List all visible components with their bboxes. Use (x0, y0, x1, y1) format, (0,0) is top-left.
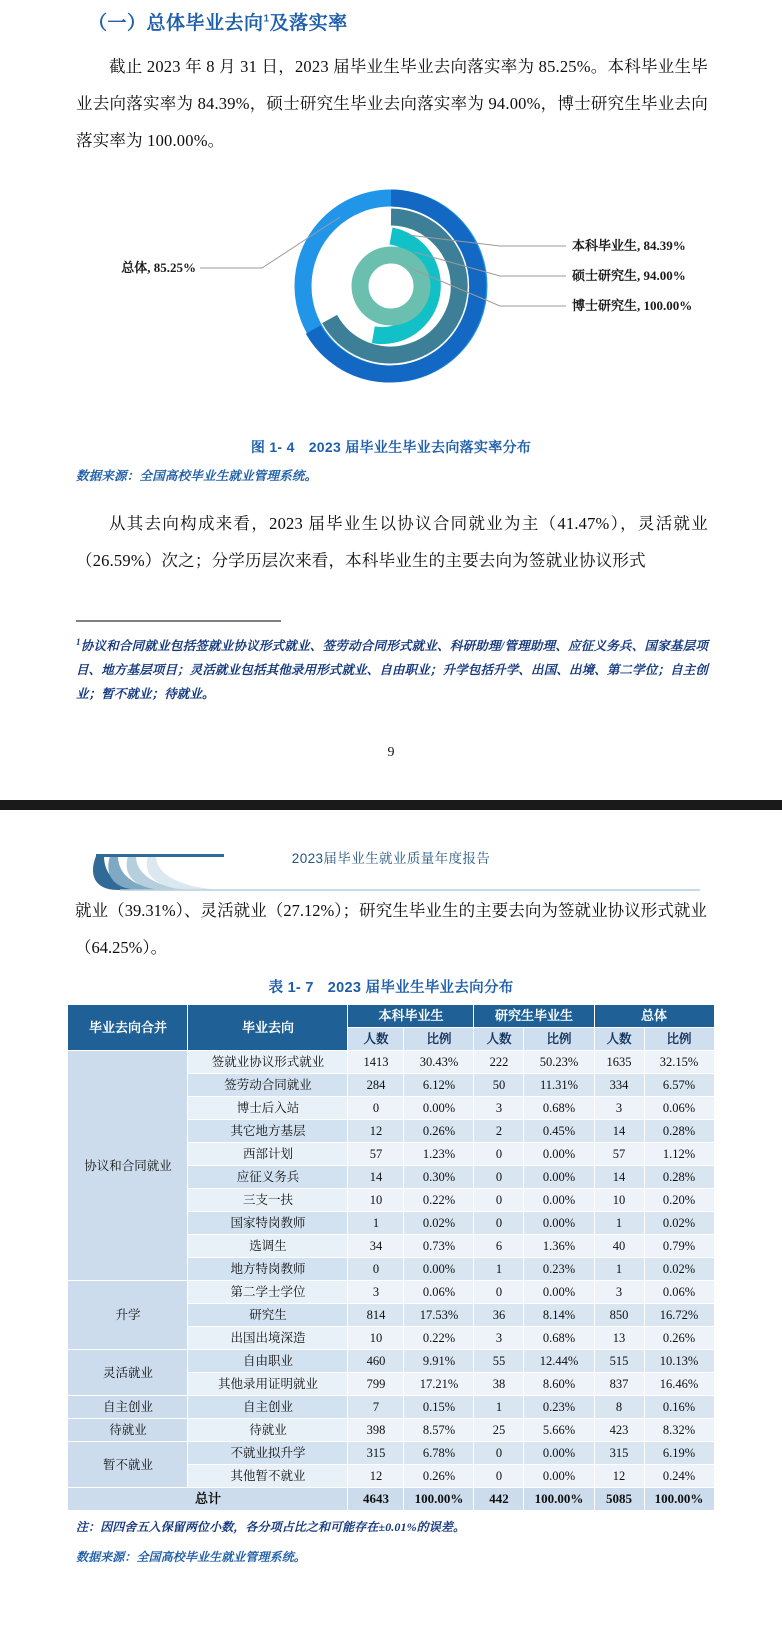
total-count-cell: 3 (594, 1281, 644, 1304)
footnote-reference: 1 (263, 13, 270, 25)
postgraduate-pct-cell: 0.00% (524, 1166, 594, 1189)
group-cell: 自主创业 (68, 1396, 188, 1419)
table-caption-label: 表 1- 7 (268, 980, 314, 996)
destination-cell: 第二学士学位 (188, 1281, 348, 1304)
col-undergraduate-pct: 比例 (404, 1028, 474, 1051)
undergraduate-count-cell: 34 (348, 1235, 404, 1258)
postgraduate-pct-cell: 0.00% (524, 1143, 594, 1166)
table-total-row (68, 1488, 714, 1511)
total-pct-cell: 1.12% (644, 1143, 714, 1166)
total-count-cell: 1 (594, 1212, 644, 1235)
banner-title: 2023届毕业生就业质量年度报告 (291, 851, 491, 866)
table-row (68, 1442, 714, 1465)
undergraduate-count-cell: 799 (348, 1373, 404, 1396)
table-row (68, 1281, 714, 1304)
total-postgraduate-pct: 100.00% (524, 1488, 594, 1511)
total-label-cell: 总计 (68, 1488, 348, 1511)
section-title-suffix: 及落实率 (269, 13, 348, 34)
undergraduate-pct-cell: 30.43% (404, 1051, 474, 1074)
composition-paragraph: 从其去向构成来看，2023 届毕业生以协议合同就业为主（41.47%），灵活就业（26.59%）次之；分学历层次来看，本科毕业生的主要去向为签就业协议形式 (76, 514, 708, 570)
undergraduate-pct-cell: 0.00% (404, 1097, 474, 1120)
table-source-note: 数据来源：全国高校毕业生就业管理系统。 (76, 1550, 306, 1564)
undergraduate-count-cell: 12 (348, 1120, 404, 1143)
total-pct-cell: 0.16% (644, 1396, 714, 1419)
table-row (68, 1051, 714, 1074)
page-title (88, 8, 348, 35)
page-number: 9 (387, 745, 395, 760)
postgraduate-count-cell: 36 (474, 1304, 524, 1327)
undergraduate-count-cell: 814 (348, 1304, 404, 1327)
postgraduate-count-cell: 222 (474, 1051, 524, 1074)
undergraduate-count-cell: 398 (348, 1419, 404, 1442)
destination-cell: 其他录用证明就业 (188, 1373, 348, 1396)
page-separator (0, 800, 782, 810)
destination-cell: 其它地方基层 (188, 1120, 348, 1143)
postgraduate-pct-cell: 0.00% (524, 1281, 594, 1304)
postgraduate-pct-cell: 0.23% (524, 1396, 594, 1419)
group-cell: 协议和合同就业 (68, 1051, 188, 1281)
postgraduate-count-cell: 25 (474, 1419, 524, 1442)
table-caption-text: 2023 届毕业生毕业去向分布 (327, 980, 514, 996)
postgraduate-count-cell: 0 (474, 1281, 524, 1304)
destination-cell: 自主创业 (188, 1396, 348, 1419)
postgraduate-count-cell: 55 (474, 1350, 524, 1373)
total-count-cell: 850 (594, 1304, 644, 1327)
undergraduate-count-cell: 12 (348, 1465, 404, 1488)
total-count-cell: 3 (594, 1097, 644, 1120)
total-count-cell: 40 (594, 1235, 644, 1258)
chart-label-total: 总体, 85.25% (121, 260, 196, 275)
total-pct-cell: 10.13% (644, 1350, 714, 1373)
undergraduate-count-cell: 284 (348, 1074, 404, 1097)
total-count-cell: 14 (594, 1166, 644, 1189)
group-cell: 升学 (68, 1281, 188, 1350)
undergraduate-pct-cell: 0.00% (404, 1258, 474, 1281)
undergraduate-pct-cell: 8.57% (404, 1419, 474, 1442)
postgraduate-pct-cell: 8.60% (524, 1373, 594, 1396)
total-postgraduate-count: 442 (474, 1488, 524, 1511)
undergraduate-pct-cell: 0.22% (404, 1189, 474, 1212)
undergraduate-pct-cell: 17.53% (404, 1304, 474, 1327)
postgraduate-count-cell: 0 (474, 1465, 524, 1488)
destination-cell: 签就业协议形式就业 (188, 1051, 348, 1074)
total-pct-cell: 0.20% (644, 1189, 714, 1212)
col-postgraduate: 研究生毕业生 (474, 1005, 594, 1028)
undergraduate-count-cell: 1413 (348, 1051, 404, 1074)
graduate-destination-table (67, 1004, 714, 1511)
total-all-count: 5085 (594, 1488, 644, 1511)
undergraduate-count-cell: 460 (348, 1350, 404, 1373)
total-count-cell: 515 (594, 1350, 644, 1373)
group-cell: 灵活就业 (68, 1350, 188, 1396)
undergraduate-pct-cell: 0.06% (404, 1281, 474, 1304)
page-header-banner (0, 832, 782, 892)
intro-paragraph: 截止 2023 年 8 月 31 日，2023 届毕业生毕业去向落实率为 85.25%。本科毕业生毕业去向落实率为 84.39%，硕士研究生毕业去向落实率为 94.00%，博士研究生毕业去向落实率为 100.00%。 (76, 57, 708, 150)
undergraduate-pct-cell: 0.15% (404, 1396, 474, 1419)
postgraduate-count-cell: 1 (474, 1258, 524, 1281)
total-undergraduate-count: 4643 (348, 1488, 404, 1511)
postgraduate-pct-cell: 0.00% (524, 1212, 594, 1235)
table-note: 注：因四舍五入保留两位小数，各分项占比之和可能存在±0.01%的误差。 (76, 1520, 466, 1534)
undergraduate-pct-cell: 0.73% (404, 1235, 474, 1258)
destination-cell: 出国出境深造 (188, 1327, 348, 1350)
table-header (68, 1005, 714, 1051)
total-pct-cell: 8.32% (644, 1419, 714, 1442)
postgraduate-count-cell: 3 (474, 1097, 524, 1120)
col-total: 总体 (594, 1005, 714, 1028)
total-count-cell: 12 (594, 1465, 644, 1488)
destination-cell: 应征义务兵 (188, 1166, 348, 1189)
postgraduate-count-cell: 0 (474, 1442, 524, 1465)
section-title-prefix: （一）总体毕业去向 (88, 13, 264, 34)
total-pct-cell: 0.02% (644, 1258, 714, 1281)
table-row (68, 1396, 714, 1419)
undergraduate-count-cell: 3 (348, 1281, 404, 1304)
total-undergraduate-pct: 100.00% (404, 1488, 474, 1511)
undergraduate-pct-cell: 0.22% (404, 1327, 474, 1350)
destination-cell: 西部计划 (188, 1143, 348, 1166)
postgraduate-count-cell: 0 (474, 1143, 524, 1166)
total-pct-cell: 32.15% (644, 1051, 714, 1074)
postgraduate-pct-cell: 0.00% (524, 1465, 594, 1488)
postgraduate-pct-cell: 0.00% (524, 1189, 594, 1212)
table-body (68, 1051, 714, 1511)
total-pct-cell: 0.28% (644, 1166, 714, 1189)
postgraduate-count-cell: 1 (474, 1396, 524, 1419)
postgraduate-pct-cell: 50.23% (524, 1051, 594, 1074)
chart-label-undergraduate: 本科毕业生, 84.39% (572, 238, 686, 253)
destination-cell: 国家特岗教师 (188, 1212, 348, 1235)
postgraduate-count-cell: 2 (474, 1120, 524, 1143)
total-pct-cell: 0.24% (644, 1465, 714, 1488)
document-page-1 (0, 0, 782, 800)
col-total-count: 人数 (594, 1028, 644, 1051)
total-count-cell: 837 (594, 1373, 644, 1396)
total-pct-cell: 0.28% (644, 1120, 714, 1143)
footnote-marker: 1 (76, 637, 81, 647)
total-count-cell: 13 (594, 1327, 644, 1350)
undergraduate-pct-cell: 1.23% (404, 1143, 474, 1166)
total-pct-cell: 6.19% (644, 1442, 714, 1465)
col-destination: 毕业去向 (188, 1005, 348, 1051)
destination-cell: 地方特岗教师 (188, 1258, 348, 1281)
col-postgraduate-count: 人数 (474, 1028, 524, 1051)
chart-svg (0, 178, 782, 428)
col-total-pct: 比例 (644, 1028, 714, 1051)
col-postgraduate-pct: 比例 (524, 1028, 594, 1051)
total-count-cell: 10 (594, 1189, 644, 1212)
postgraduate-pct-cell: 11.31% (524, 1074, 594, 1097)
postgraduate-pct-cell: 8.14% (524, 1304, 594, 1327)
total-pct-cell: 0.02% (644, 1212, 714, 1235)
undergraduate-pct-cell: 6.78% (404, 1442, 474, 1465)
total-count-cell: 57 (594, 1143, 644, 1166)
undergraduate-count-cell: 0 (348, 1097, 404, 1120)
total-pct-cell: 0.79% (644, 1235, 714, 1258)
total-count-cell: 14 (594, 1120, 644, 1143)
postgraduate-count-cell: 3 (474, 1327, 524, 1350)
total-count-cell: 315 (594, 1442, 644, 1465)
destination-cell: 博士后入站 (188, 1097, 348, 1120)
postgraduate-pct-cell: 0.68% (524, 1327, 594, 1350)
total-pct-cell: 16.46% (644, 1373, 714, 1396)
postgraduate-pct-cell: 0.68% (524, 1097, 594, 1120)
undergraduate-pct-cell: 0.30% (404, 1166, 474, 1189)
destination-cell: 不就业拟升学 (188, 1442, 348, 1465)
total-count-cell: 334 (594, 1074, 644, 1097)
figure-source-note: 数据来源：全国高校毕业生就业管理系统。 (76, 469, 318, 483)
postgraduate-count-cell: 38 (474, 1373, 524, 1396)
chart-label-master: 硕士研究生, 94.00% (572, 268, 686, 283)
figure-caption (0, 437, 782, 457)
placement-rate-radial-chart (0, 178, 782, 428)
postgraduate-count-cell: 0 (474, 1189, 524, 1212)
destination-cell: 自由职业 (188, 1350, 348, 1373)
total-count-cell: 8 (594, 1396, 644, 1419)
undergraduate-pct-cell: 17.21% (404, 1373, 474, 1396)
destination-cell: 选调生 (188, 1235, 348, 1258)
undergraduate-count-cell: 10 (348, 1189, 404, 1212)
postgraduate-pct-cell: 0.23% (524, 1258, 594, 1281)
postgraduate-pct-cell: 12.44% (524, 1350, 594, 1373)
table-header-row-top (68, 1005, 714, 1028)
group-cell: 暂不就业 (68, 1442, 188, 1488)
total-pct-cell: 16.72% (644, 1304, 714, 1327)
total-count-cell: 423 (594, 1419, 644, 1442)
destination-cell: 签劳动合同就业 (188, 1074, 348, 1097)
postgraduate-count-cell: 0 (474, 1166, 524, 1189)
undergraduate-pct-cell: 0.02% (404, 1212, 474, 1235)
destination-cell: 三支一扶 (188, 1189, 348, 1212)
total-count-cell: 1635 (594, 1051, 644, 1074)
postgraduate-pct-cell: 5.66% (524, 1419, 594, 1442)
continued-paragraph: 就业（39.31%）、灵活就业（27.12%）；研究生毕业生的主要去向为签就业协议形式就业（64.25%）。 (75, 901, 707, 957)
table-row (68, 1419, 714, 1442)
total-all-pct: 100.00% (644, 1488, 714, 1511)
figure-caption-text: 2023 届毕业生毕业去向落实率分布 (308, 439, 532, 455)
undergraduate-pct-cell: 9.91% (404, 1350, 474, 1373)
postgraduate-pct-cell: 1.36% (524, 1235, 594, 1258)
undergraduate-count-cell: 10 (348, 1327, 404, 1350)
undergraduate-count-cell: 1 (348, 1212, 404, 1235)
table-caption (0, 976, 782, 997)
total-pct-cell: 0.26% (644, 1327, 714, 1350)
undergraduate-count-cell: 14 (348, 1166, 404, 1189)
undergraduate-count-cell: 0 (348, 1258, 404, 1281)
col-undergraduate: 本科毕业生 (348, 1005, 474, 1028)
group-cell: 待就业 (68, 1419, 188, 1442)
footnote-text: 协议和合同就业包括签就业协议形式就业、签劳动合同形式就业、科研助理/管理助理、应征义务兵、国家基层项目、地方基层项目；灵活就业包括其他录用形式就业、自由职业；升学包括升学、出国、出境、第二学位；自主创业；暂不就业；待就业。 (76, 639, 708, 702)
total-pct-cell: 0.06% (644, 1281, 714, 1304)
postgraduate-count-cell: 0 (474, 1212, 524, 1235)
footnote-block (76, 630, 708, 706)
total-count-cell: 1 (594, 1258, 644, 1281)
undergraduate-count-cell: 7 (348, 1396, 404, 1419)
ring-value-doctor (360, 255, 422, 317)
total-pct-cell: 6.57% (644, 1074, 714, 1097)
postgraduate-count-cell: 50 (474, 1074, 524, 1097)
figure-caption-label: 图 1- 4 (250, 439, 295, 455)
total-pct-cell: 0.06% (644, 1097, 714, 1120)
col-group-merged: 毕业去向合并 (68, 1005, 188, 1051)
undergraduate-pct-cell: 0.26% (404, 1465, 474, 1488)
destination-cell: 研究生 (188, 1304, 348, 1327)
chart-label-doctor: 博士研究生, 100.00% (572, 298, 693, 313)
document-page-2 (0, 810, 782, 1645)
undergraduate-pct-cell: 6.12% (404, 1074, 474, 1097)
undergraduate-count-cell: 315 (348, 1442, 404, 1465)
destination-cell: 其他暂不就业 (188, 1465, 348, 1488)
undergraduate-pct-cell: 0.26% (404, 1120, 474, 1143)
postgraduate-pct-cell: 0.45% (524, 1120, 594, 1143)
postgraduate-count-cell: 6 (474, 1235, 524, 1258)
col-undergraduate-count: 人数 (348, 1028, 404, 1051)
undergraduate-count-cell: 57 (348, 1143, 404, 1166)
postgraduate-pct-cell: 0.00% (524, 1442, 594, 1465)
table-row (68, 1350, 714, 1373)
footnote-divider (76, 620, 281, 622)
destination-cell: 待就业 (188, 1419, 348, 1442)
